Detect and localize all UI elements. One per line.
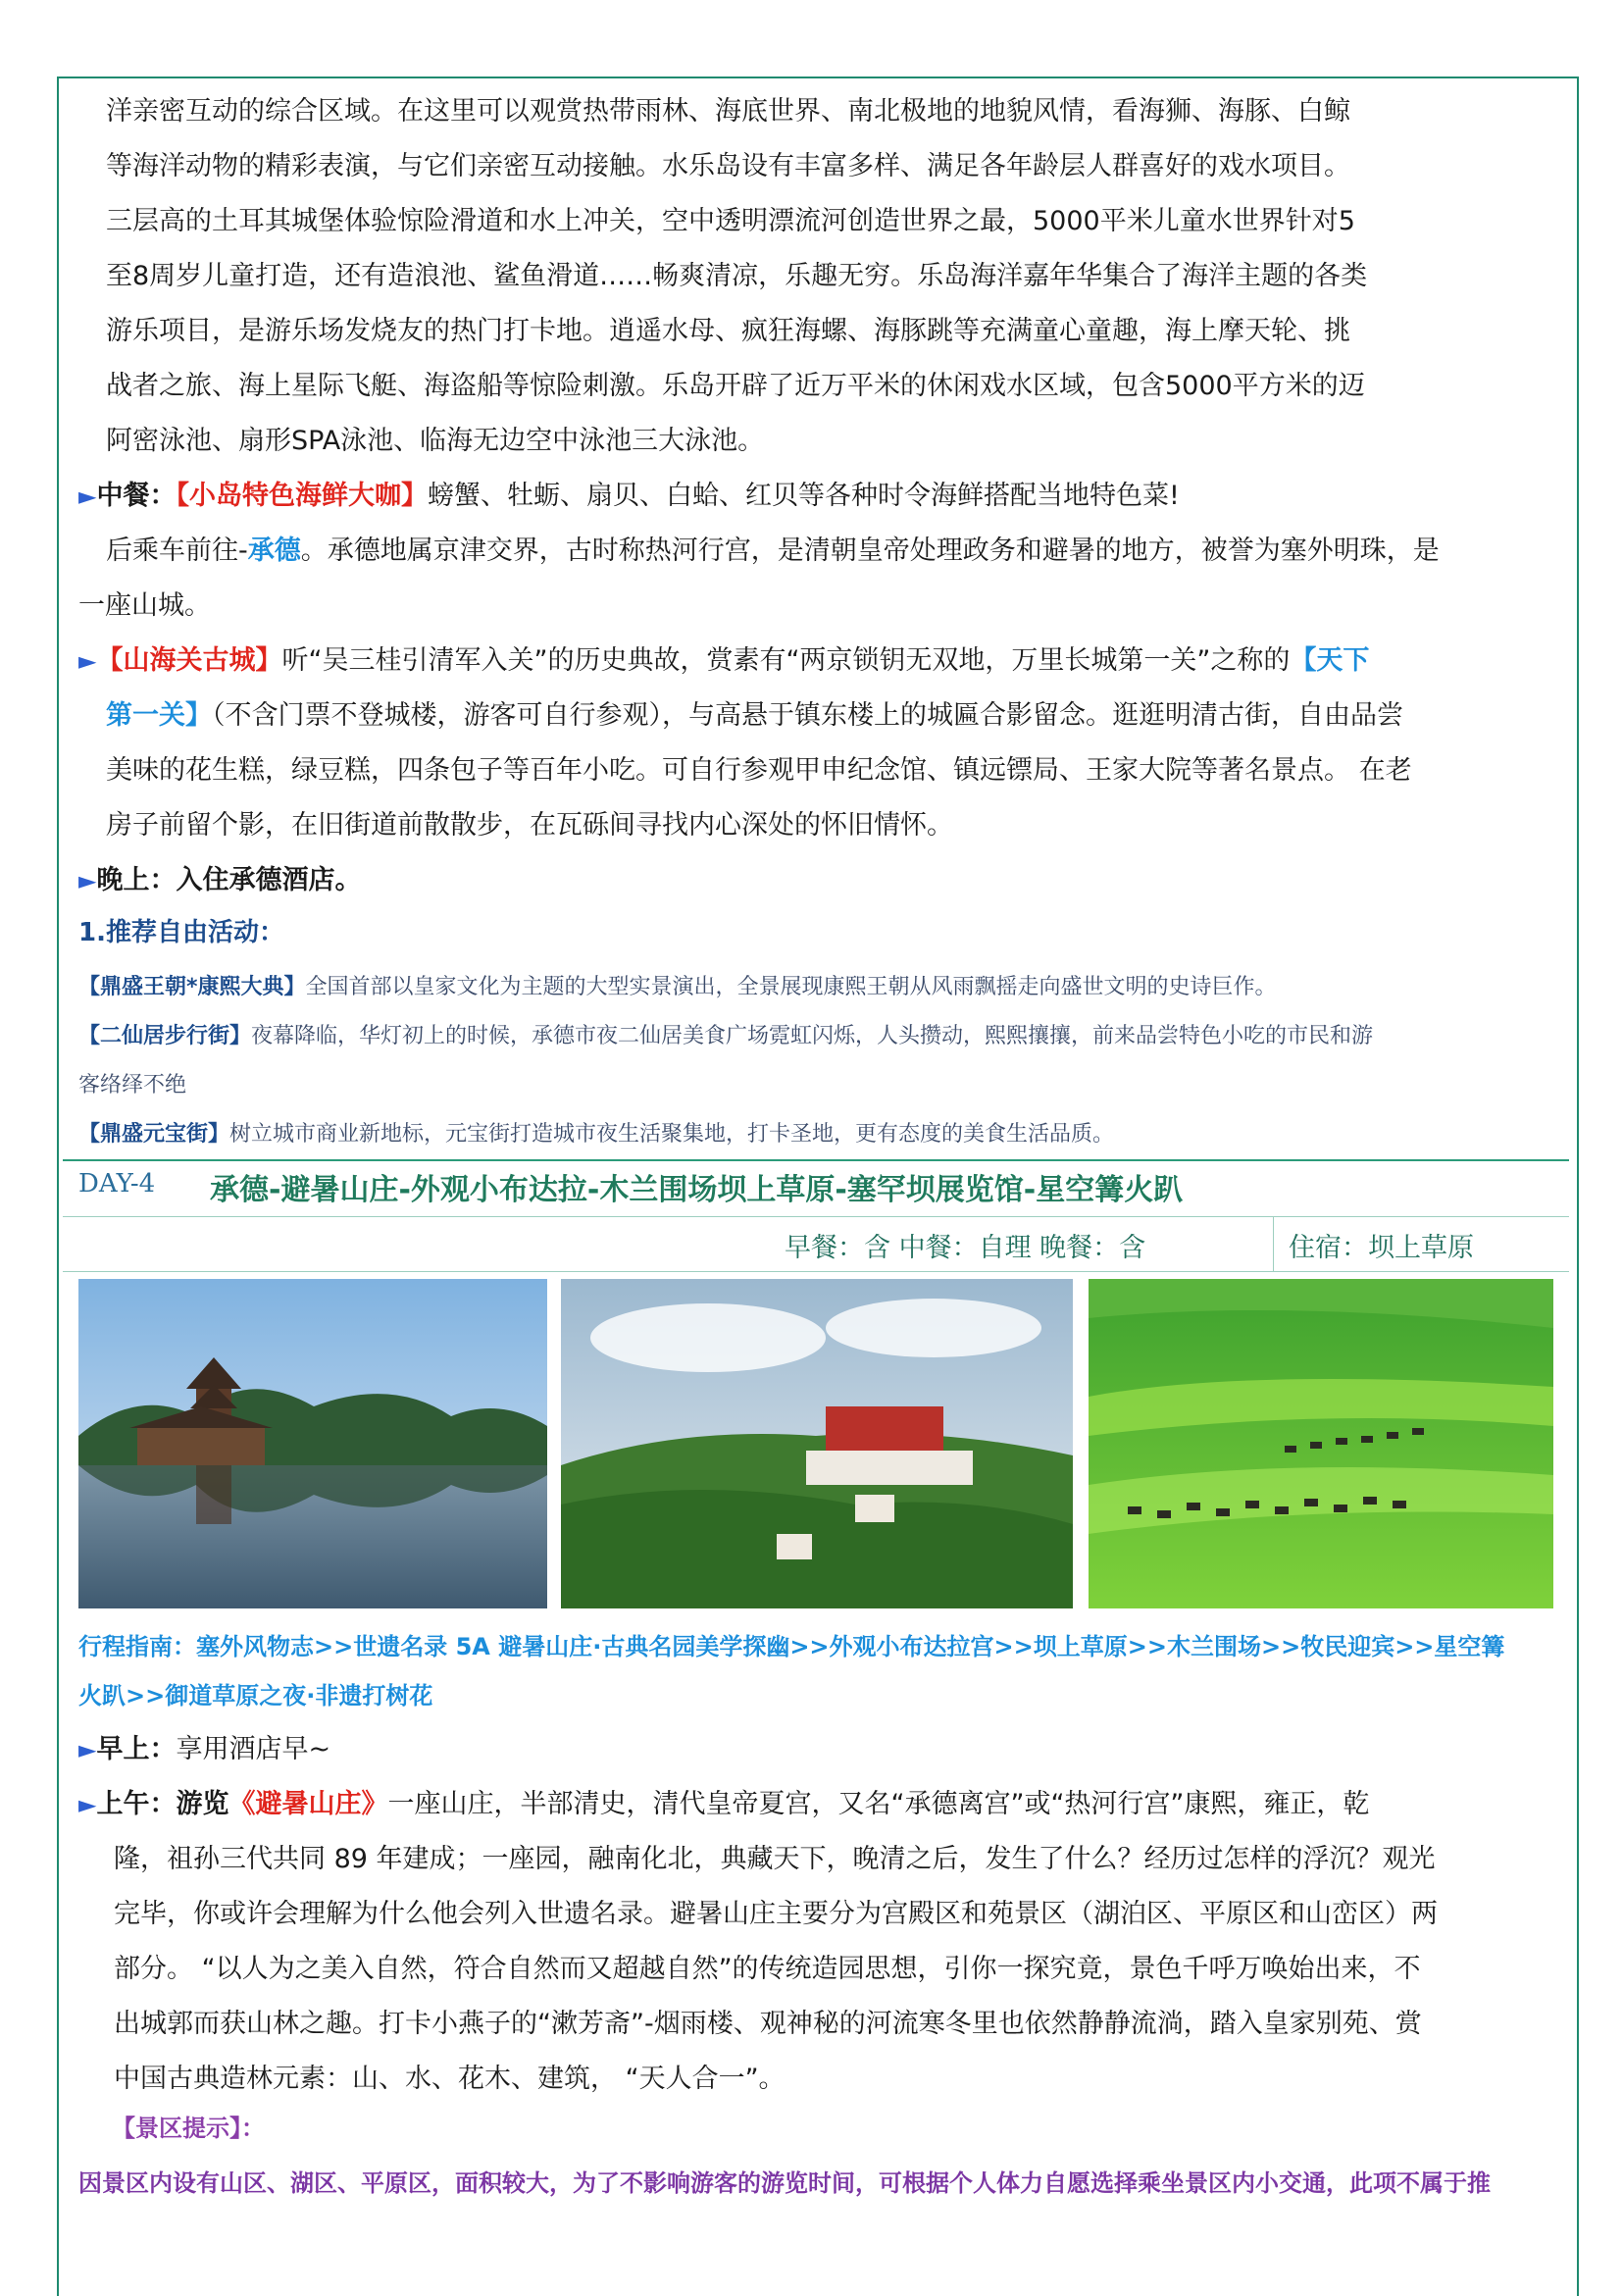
lunch-text: 螃蟹、牡蛎、扇贝、白蛤、红贝等各种时令海鲜搭配当地特色菜!	[427, 481, 1180, 511]
scenic-tip-text: 因景区内设有山区、湖区、平原区，面积较大，为了不影响游客的游览时间，可根据个人体力自愿选择乘坐景区内小交通，此项不属于推	[78, 2169, 1491, 2197]
morning-text-1: 一座山庄，半部清史，清代皇帝夏宫，又名“承德离宫”或“热河行宫”康熙，雍正，乾	[387, 1789, 1370, 1819]
morning-line-1	[78, 1777, 1369, 1832]
evening-line	[78, 853, 361, 908]
bullet-triangle-icon: ►	[78, 867, 97, 894]
breakfast-line	[78, 1722, 330, 1777]
day-label: DAY-4	[78, 1169, 156, 1199]
intro-line-6: 战者之旅、海上星际飞艇、海盗船等惊险刺激。乐岛开辟了近万平米的休闲戏水区域，包含5000平方米的迈	[106, 371, 1365, 401]
morning-line-6: 中国古典造林元素：山、水、花木、建筑， “天人合一”。	[114, 2064, 786, 2094]
lunch-line	[78, 469, 1180, 524]
intro-line-4: 至8周岁儿童打造，还有造浪池、鲨鱼滑道……畅爽清凉，乐趣无穷。乐岛海洋嘉年华集合了海洋主题的各类	[106, 261, 1368, 291]
stay-info: 住宿：坝上草原	[1289, 1233, 1474, 1263]
activity-1-text: 全国首部以皇家文化为主题的大型实景演出，全景展现康熙王朝从风雨飘摇走向盛世文明的史诗巨作。	[305, 975, 1277, 999]
photo-bashang-grassland	[1089, 1279, 1553, 1608]
photo-summer-resort-lake	[78, 1279, 547, 1608]
transfer-city: 承德	[247, 536, 301, 566]
transfer-line-1	[106, 524, 1440, 579]
day-title: 承德-避暑山庄-外观小布达拉-木兰围场坝上草原-塞罕坝展览馆-星空篝火趴	[210, 1173, 1184, 1207]
shanhaiguan-line-1	[78, 634, 1369, 689]
shanhaiguan-line-2	[106, 689, 1403, 743]
activity-2-text: 夜幕降临，华灯初上的时候，承德市夜二仙居美食广场霓虹闪烁，人头攒动，熙熙攘攘，前来品尝特色小吃的市民和游	[251, 1024, 1374, 1048]
bullet-triangle-icon: ►	[78, 1736, 97, 1763]
morning-label: 上午：	[96, 1789, 177, 1819]
transfer-prefix: 后乘车前往-	[106, 536, 248, 566]
activities-heading: 1.推荐自由活动：	[78, 918, 284, 947]
shanhaiguan-text-1: 听“吴三桂引清军入关”的历史典故，赏素有“两京锁钥无双地，万里长城第一关”之称的	[281, 645, 1291, 676]
activity-2	[78, 1012, 1373, 1061]
intro-line-3: 三层高的土耳其城堡体验惊险滑道和水上冲关，空中透明漂流河创造世界之最，5000平米儿童水世界针对5	[106, 206, 1355, 236]
evening-text: 晚上：入住承德酒店。	[96, 865, 362, 895]
activity-3	[78, 1110, 1114, 1159]
shanhaiguan-line-3: 美味的花生糕，绿豆糕，四条包子等百年小吃。可自行参观甲申纪念馆、镇远镖局、王家大院等著名景点。 在老	[106, 755, 1412, 786]
shanhaiguan-line-4: 房子前留个影，在旧街道前散散步，在瓦砾间寻找内心深处的怀旧情怀。	[106, 810, 953, 841]
activity-2-tag: 【二仙居步行街】	[78, 1024, 252, 1048]
lunch-highlight: 【小岛特色海鲜大咖】	[176, 481, 428, 511]
meals-divider	[1273, 1216, 1274, 1271]
activity-3-tag: 【鼎盛元宝街】	[78, 1122, 230, 1147]
activity-1	[78, 963, 1277, 1012]
shanhaiguan-text-2: （不含门票不登城楼，游客可自行参观），与高悬于镇东楼上的城匾合影留念。逛逛明清古街，自由品尝	[212, 700, 1403, 731]
scenic-tip-label: 【景区提示】：	[112, 2115, 265, 2142]
meals-info: 早餐：含 中餐：自理 晚餐：含	[785, 1233, 1146, 1263]
transfer-line-2: 一座山城。	[78, 590, 211, 621]
photo-little-potala	[561, 1279, 1073, 1608]
transfer-text: 。承德地属京津交界，古时称热河行宫，是清朝皇帝处理政务和避暑的地方，被誉为塞外明珠，是	[300, 536, 1440, 566]
breakfast-text: 享用酒店早~	[176, 1734, 331, 1764]
lunch-label: 中餐：	[96, 481, 177, 511]
tianxia-a: 【天下	[1290, 645, 1370, 676]
morning-line-5: 出城郭而获山林之趣。打卡小燕子的“漱芳斋”-烟雨楼、观神秘的河流寒冬里也依然静静流淌，踏入皇家别苑、赏	[114, 2009, 1422, 2039]
morning-line-3: 完毕，你或许会理解为什么他会列入世遗名录。避暑山庄主要分为宫殿区和苑景区（湖泊区、平原区和山峦区）两	[114, 1899, 1438, 1929]
intro-line-1: 洋亲密互动的综合区域。在这里可以观赏热带雨林、海底世界、南北极地的地貌风情，看海狮、海豚、白鲸	[106, 96, 1350, 127]
activity-3-text: 树立城市商业新地标，元宝街打造城市夜生活聚集地，打卡圣地，更有态度的美食生活品质。	[229, 1122, 1115, 1147]
morning-verb: 游览	[176, 1789, 229, 1819]
itinerary-guide-line-2: 火趴>>御道草原之夜·非遗打树花	[78, 1682, 433, 1709]
bullet-triangle-icon: ►	[78, 1791, 97, 1818]
intro-line-7: 阿密泳池、扇形SPA泳池、临海无边空中泳池三大泳池。	[106, 426, 765, 456]
activity-1-tag: 【鼎盛王朝*康熙大典】	[78, 975, 306, 999]
intro-line-2: 等海洋动物的精彩表演，与它们亲密互动接触。水乐岛设有丰富多样、满足各年龄层人群喜好的戏水项目。	[106, 151, 1350, 181]
morning-line-4: 部分。 “以人为之美入自然，符合自然而又超越自然”的传统造园思想，引你一探究竟，景色千呼万唤始出来，不	[114, 1954, 1421, 1984]
shanhaiguan-title: 【山海关古城】	[96, 645, 282, 676]
bullet-triangle-icon: ►	[78, 647, 97, 675]
tianxia-b: 第一关】	[106, 700, 212, 731]
bullet-triangle-icon: ►	[78, 483, 97, 510]
breakfast-label: 早上：	[96, 1734, 177, 1764]
itinerary-guide-line-1: 行程指南：塞外风物志>>世遗名录 5A 避暑山庄·古典名园美学探幽>>外观小布达拉宫>>坝上草原>>木兰围场>>牧民迎宾>>星空篝	[78, 1633, 1505, 1660]
morning-line-2: 隆，祖孙三代共同 89 年建成；一座园，融南化北，典藏天下，晚清之后，发生了什么？经历过怎样的浮沉？观光	[114, 1844, 1436, 1874]
morning-site: 《避暑山庄》	[228, 1789, 388, 1819]
activity-2-cont: 客络绎不绝	[78, 1073, 187, 1097]
intro-line-5: 游乐项目，是游乐场发烧友的热门打卡地。逍遥水母、疯狂海螺、海豚跳等充满童心童趣，海上摩天轮、挑	[106, 316, 1350, 346]
